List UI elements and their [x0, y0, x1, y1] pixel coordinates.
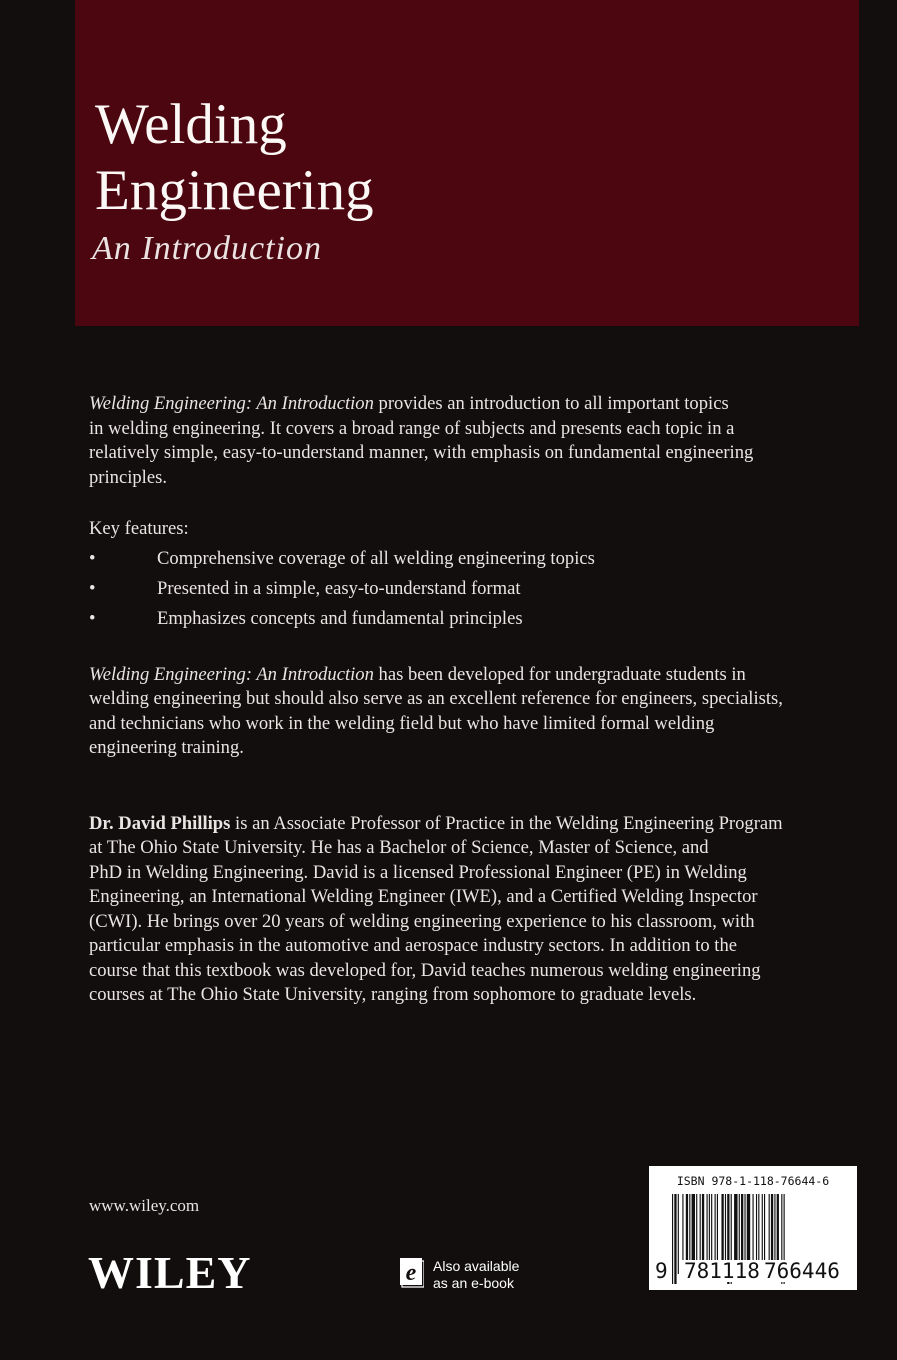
line-text: relatively simple, easy-to-understand manner, with emphasis on fundamental engineering [89, 442, 754, 463]
title-line-1: Welding [95, 93, 287, 156]
author-bio-line [89, 885, 758, 909]
description-p1-line [89, 466, 167, 490]
feature-item: Emphasizes concepts and fundamental principles [157, 608, 523, 629]
book-title-italic: Welding Engineering: An Introduction [89, 393, 374, 414]
author-bio-line [89, 836, 709, 860]
author-bio-line [89, 934, 737, 958]
barcode-bar [672, 1194, 673, 1284]
e-book-line-2: as an e-book [433, 1275, 514, 1291]
e-book-notice [433, 1258, 519, 1292]
title-line-2: Engineering [95, 159, 374, 222]
website-url: www.wiley.com [89, 1196, 200, 1215]
svg-text:e: e [405, 1260, 417, 1286]
bullet-icon: • [89, 548, 96, 569]
author-bio-line [89, 959, 761, 983]
book-title-italic: Welding Engineering: An Introduction [89, 664, 374, 685]
e-book-icon [400, 1258, 424, 1288]
description-p2-line [89, 712, 714, 736]
line-text: particular emphasis in the automotive and aerospace industry sectors. In addition to the [89, 935, 738, 956]
barcode-digit-first: 9 [655, 1259, 668, 1283]
line-text: Engineering, an International Welding Engineer (IWE), and a Certified Welding Inspector [89, 886, 758, 907]
description-p2-line [89, 663, 746, 687]
author-bio-line [89, 983, 696, 1007]
isbn-barcode [649, 1166, 857, 1290]
line-text: in welding engineering. It covers a broad range of subjects and presents each topic in a [89, 418, 735, 439]
barcode-bar [674, 1194, 676, 1284]
line-text: provides an introduction to all important topics [373, 393, 729, 414]
author-bio-line [89, 910, 755, 934]
subtitle: An Introduction [92, 230, 322, 267]
author-name: Dr. David Phillips [89, 813, 231, 834]
description-p1-line [89, 392, 729, 416]
isbn-label: ISBN 978-1-118-76644-6 [676, 1174, 830, 1188]
barcode-digits-right: 766446 [764, 1259, 840, 1283]
author-bio-line [89, 812, 783, 836]
description-p2-line [89, 736, 244, 760]
features-heading: Key features: [89, 518, 189, 539]
line-text: (CWI). He brings over 20 years of welding engineering experience to his classroom, with [89, 911, 755, 932]
line-text: courses at The Ohio State University, ranging from sophomore to graduate levels. [89, 984, 697, 1005]
feature-item: Presented in a simple, easy-to-understand format [157, 578, 521, 599]
description-p1-line [89, 417, 734, 441]
title-box [75, 0, 859, 326]
line-text: course that this textbook was developed for, David teaches numerous welding engineering [89, 960, 761, 981]
bullet-icon: • [89, 578, 96, 599]
line-text: principles. [89, 467, 167, 488]
author-bio-line [89, 861, 747, 885]
barcode-bar [678, 1194, 679, 1274]
description-p2-line [89, 687, 783, 711]
line-text: is an Associate Professor of Practice in the Welding Engineering Program [230, 813, 783, 834]
e-book-line-1: Also available [433, 1258, 520, 1274]
bullet-icon: • [89, 608, 96, 629]
publisher-logo: WILEY [88, 1247, 252, 1298]
line-text: at The Ohio State University. He has a Bachelor of Science, Master of Science, and [89, 837, 709, 858]
line-text: PhD in Welding Engineering. David is a licensed Professional Engineer (PE) in Welding [89, 862, 747, 883]
line-text: and technicians who work in the welding field but who have limited formal welding [89, 713, 715, 734]
barcode-digits-left: 781118 [684, 1259, 760, 1283]
feature-item: Comprehensive coverage of all welding engineering topics [157, 548, 595, 569]
description-p1-line [89, 441, 753, 465]
line-text: engineering training. [89, 737, 244, 758]
line-text: has been developed for undergraduate students in [373, 664, 746, 685]
line-text: welding engineering but should also serve as an excellent reference for engineers, specialists, [89, 688, 783, 709]
